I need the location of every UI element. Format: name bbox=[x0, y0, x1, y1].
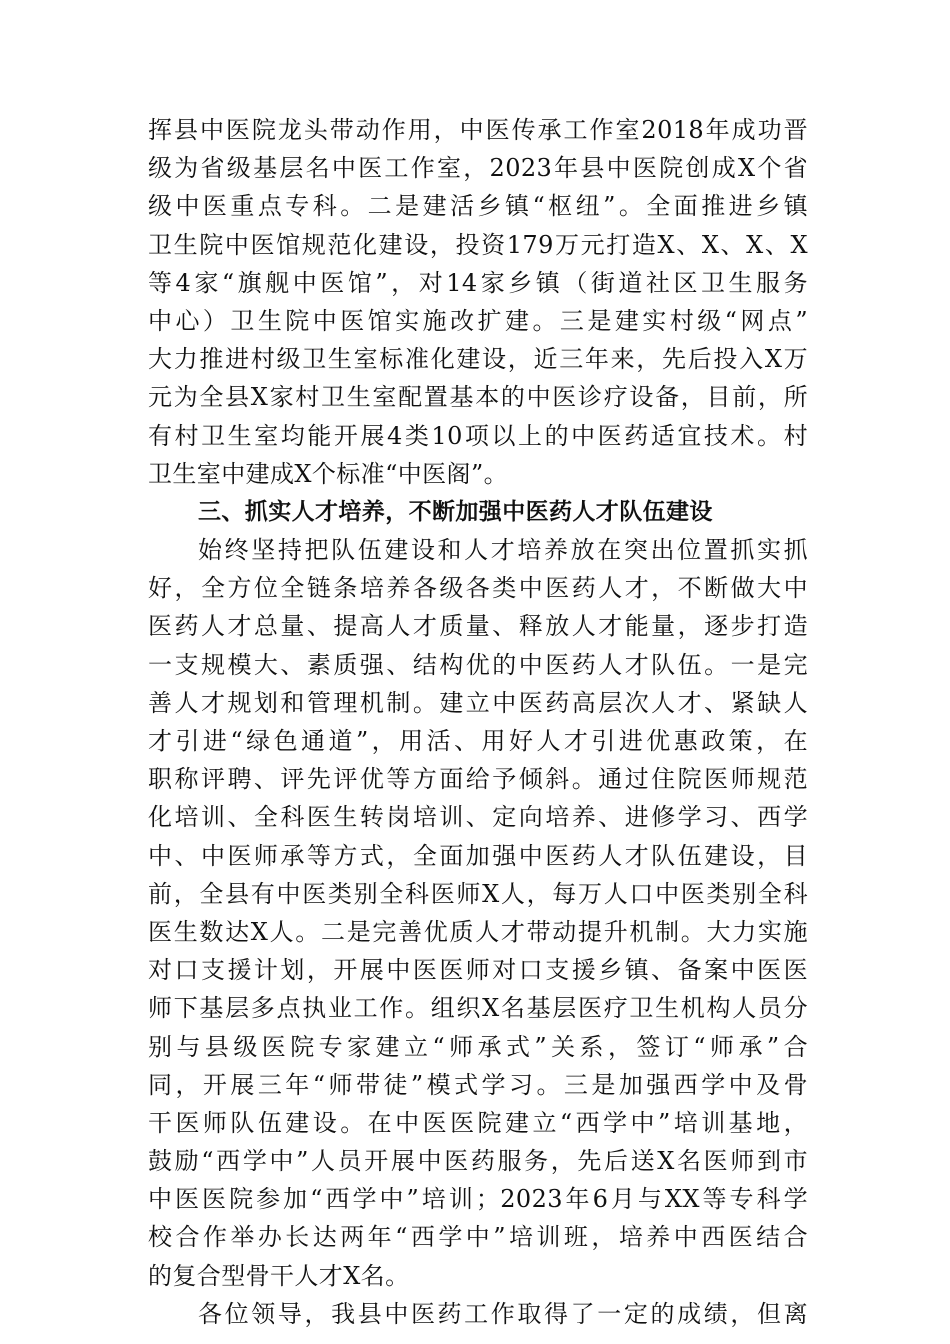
paragraph-line: 干医师队伍建设。在中医医院建立“西学中”培训基地， bbox=[148, 1108, 808, 1137]
paragraph-line: 同，开展三年“师带徒”模式学习。三是加强西学中及骨 bbox=[148, 1070, 808, 1099]
paragraph-line: 医生数达X人。二是完善优质人才带动提升机制。大力实施 bbox=[148, 917, 808, 946]
paragraph-line: 中、中医师承等方式，全面加强中医药人才队伍建设，目 bbox=[148, 841, 808, 870]
paragraph-line: 一支规模大、素质强、结构优的中医药人才队伍。一是完 bbox=[148, 650, 808, 679]
paragraph-line: 级为省级基层名中医工作室，2023年县中医院创成X个省 bbox=[148, 154, 808, 183]
paragraph-line: 校合作举办长达两年“西学中”培训班，培养中西医结合 bbox=[148, 1223, 808, 1252]
document-body bbox=[148, 111, 808, 1333]
paragraph-line: 对口支援计划，开展中医医师对口支援乡镇、备案中医医 bbox=[148, 956, 808, 985]
paragraph-line: 中医医院参加“西学中”培训；2023年6月与XX等专科学 bbox=[148, 1185, 808, 1214]
paragraph-line: 医药人才总量、提高人才质量、释放人才能量，逐步打造 bbox=[148, 612, 808, 641]
paragraph-line: 有村卫生室均能开展4类10项以上的中医药适宜技术。村 bbox=[148, 421, 808, 450]
paragraph-line: 才引进“绿色通道”，用活、用好人才引进优惠政策，在 bbox=[148, 727, 808, 755]
paragraph-line: 善人才规划和管理机制。建立中医药高层次人才、紧缺人 bbox=[148, 688, 808, 717]
paragraph-line: 各位领导，我县中医药工作取得了一定的成绩，但离 bbox=[198, 1299, 808, 1328]
paragraph-line: 元为全县X家村卫生室配置基本的中医诊疗设备，目前，所 bbox=[148, 383, 808, 412]
paragraph-line: 等4家“旗舰中医馆”，对14家乡镇（街道社区卫生服务 bbox=[148, 268, 808, 297]
paragraph-line: 卫生院中医馆规范化建设，投资179万元打造X、X、X、X bbox=[148, 230, 808, 259]
paragraph-line: 好，全方位全链条培养各级各类中医药人才，不断做大中 bbox=[148, 574, 808, 603]
paragraph-line: 中心）卫生院中医馆实施改扩建。三是建实村级“网点” bbox=[148, 306, 808, 335]
paragraph-line: 大力推进村级卫生室标准化建设，近三年来，先后投入X万 bbox=[148, 345, 808, 374]
paragraph-line: 职称评聘、评先评优等方面给予倾斜。通过住院医师规范 bbox=[148, 765, 808, 794]
paragraph-line: 的复合型骨干人才X名。 bbox=[148, 1261, 410, 1290]
paragraph-line: 挥县中医院龙头带动作用，中医传承工作室2018年成功晋 bbox=[148, 116, 808, 144]
paragraph-line: 师下基层多点执业工作。组织X名基层医疗卫生机构人员分 bbox=[148, 994, 808, 1023]
paragraph-line: 鼓励“西学中”人员开展中医药服务，先后送X名医师到市 bbox=[148, 1147, 808, 1176]
paragraph-line: 卫生室中建成X个标准“中医阁”。 bbox=[148, 459, 509, 488]
section-heading: 三、抓实人才培养，不断加强中医药人才队伍建设 bbox=[198, 498, 713, 525]
paragraph-line: 别与县级医院专家建立“师承式”关系，签订“师承”合 bbox=[148, 1032, 808, 1061]
paragraph-line: 化培训、全科医生转岗培训、定向培养、进修学习、西学 bbox=[148, 803, 808, 832]
paragraph-line: 级中医重点专科。二是建活乡镇“枢纽”。全面推进乡镇 bbox=[148, 192, 808, 221]
paragraph-line: 始终坚持把队伍建设和人才培养放在突出位置抓实抓 bbox=[198, 536, 808, 565]
paragraph-line: 前，全县有中医类别全科医师X人，每万人口中医类别全科 bbox=[148, 879, 808, 908]
